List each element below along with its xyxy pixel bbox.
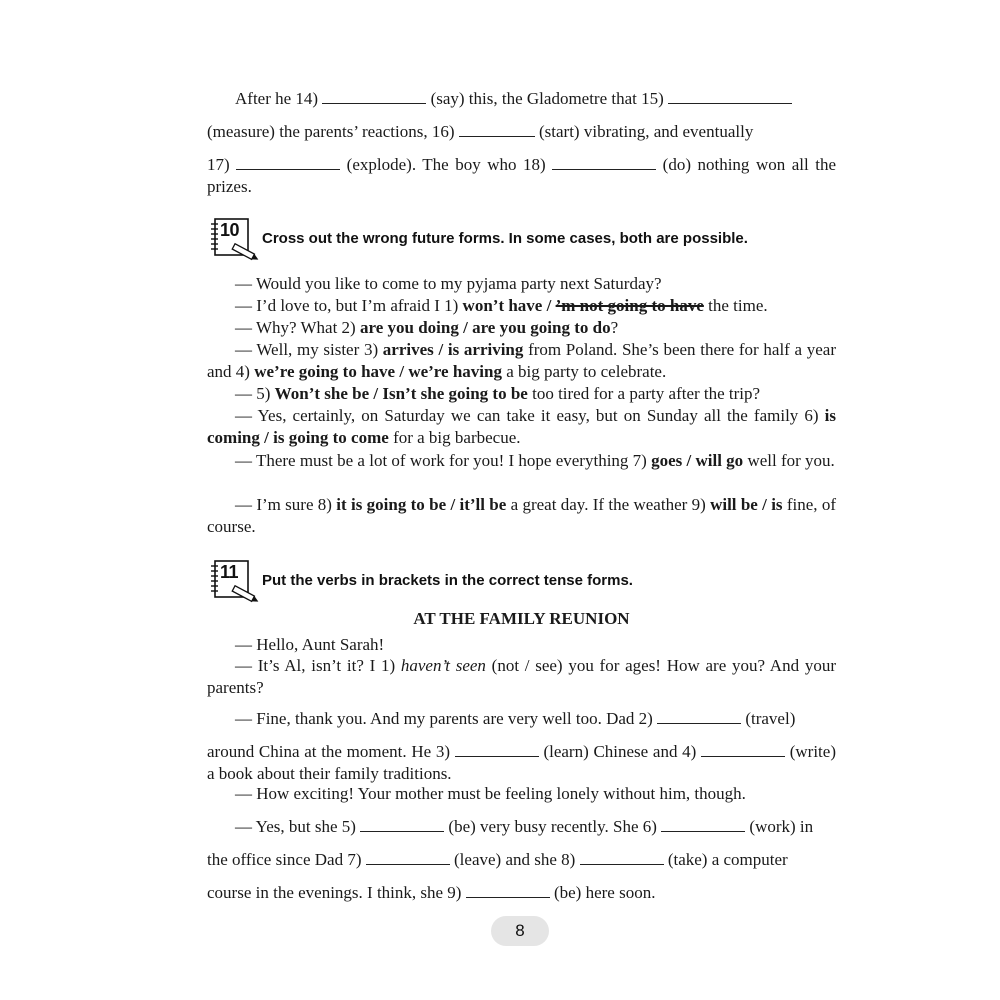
option-6a[interactable]: is coming	[207, 406, 836, 447]
option-7b[interactable]: will go	[695, 451, 744, 470]
ex10-line-2: — I’d love to, but I’m afraid I 1) won’t have / ’m not going to have the time.	[235, 296, 768, 315]
blank-7[interactable]	[366, 850, 450, 865]
option-2a[interactable]: are you doing	[359, 318, 459, 337]
option-3a[interactable]: arrives	[382, 340, 434, 359]
story-line-3: 17) (explode). The boy who 18) (do) nothing won all the prizes.	[207, 155, 836, 196]
ex11-line-1: — Hello, Aunt Sarah!	[235, 635, 385, 654]
exercise-number: 11	[220, 562, 239, 582]
blank-8[interactable]	[580, 850, 664, 865]
ex11-line-3: — Fine, thank you. And my parents are very well too. Dad 2) (travel)	[235, 709, 796, 728]
blank-14[interactable]	[322, 89, 426, 104]
option-9a[interactable]: will be	[710, 495, 758, 514]
option-5a[interactable]: Won’t she be	[274, 384, 370, 403]
ex10-line-7: — There must be a lot of work for you! I hope everything 7) goes / will go well for you.	[235, 451, 835, 470]
blank-2[interactable]	[657, 709, 741, 724]
ex10-line-4: — Well, my sister 3) arrives / is arriving from Poland. She’s been there for half a year and 4) we’re going to have / we’re having a big party to celebrate.	[207, 340, 836, 381]
ex10-line-3: — Why? What 2) are you doing / are you going to do?	[235, 318, 619, 337]
option-7a[interactable]: goes	[651, 451, 683, 470]
ex10-line-5: — 5) Won’t she be / Isn’t she going to be too tired for a party after the trip?	[235, 384, 761, 403]
option-4b[interactable]: we’re having	[408, 362, 502, 381]
exercise-instruction: Put the verbs in brackets in the correct tense forms.	[262, 572, 633, 589]
ex11-line-2: — It’s Al, isn’t it? I 1) haven’t seen (not / see) you for ages! How are you? And your parents?	[207, 656, 836, 697]
option-6b[interactable]: is going to come	[273, 428, 389, 447]
option-4a[interactable]: we’re going to have	[254, 362, 396, 381]
option-1a[interactable]: won’t have	[462, 296, 543, 315]
ex11-line-5: — How exciting! Your mother must be feeling lonely without him, though.	[235, 784, 746, 803]
ex11-line-8: course in the evenings. I think, she 9) (be) here soon.	[207, 883, 656, 902]
exercise-10-header	[208, 217, 848, 261]
option-5b[interactable]: Isn’t she going to be	[382, 384, 528, 403]
blank-18[interactable]	[552, 155, 656, 170]
option-8b[interactable]: it’ll be	[459, 495, 507, 514]
blank-5[interactable]	[360, 817, 444, 832]
option-1b-crossed[interactable]: ’m not going to have	[555, 296, 704, 315]
ex10-line-1: — Would you like to come to my pyjama party next Saturday?	[235, 274, 662, 293]
blank-17[interactable]	[236, 155, 340, 170]
exercise-11-header	[208, 559, 848, 603]
ex10-line-8: — I’m sure 8) it is going to be / it’ll be a great day. If the weather 9) will be / is fine, of course.	[207, 495, 837, 536]
exercise-number: 10	[220, 220, 240, 240]
ex10-line-6: — Yes, certainly, on Saturday we can take it easy, but on Sunday all the family 6) is coming / is going to come for a big barbecue.	[207, 406, 836, 447]
blank-9[interactable]	[466, 883, 550, 898]
option-3b[interactable]: is arriving	[447, 340, 524, 359]
blank-3[interactable]	[455, 742, 539, 757]
ex11-line-4: around China at the moment. He 3) (learn) Chinese and 4) (write) a book about their family traditions.	[207, 742, 836, 783]
story-line-1: After he 14) (say) this, the Gladometre that 15)	[207, 88, 836, 110]
option-8a[interactable]: it is going to be	[336, 495, 447, 514]
blank-15[interactable]	[668, 89, 792, 104]
page-number: 8	[491, 916, 549, 946]
dialogue-title: AT THE FAMILY REUNION	[413, 609, 630, 628]
ex11-line-6: — Yes, but she 5) (be) very busy recently. She 6) (work) in	[235, 817, 814, 836]
example-answer: haven’t seen	[400, 656, 486, 675]
story-line-2: (measure) the parents’ reactions, 16) (start) vibrating, and eventually	[207, 122, 754, 141]
ex11-line-7: the office since Dad 7) (leave) and she 8) (take) a computer	[207, 850, 788, 869]
exercise-instruction: Cross out the wrong future forms. In some cases, both are possible.	[262, 230, 748, 247]
option-2b[interactable]: are you going to do	[472, 318, 611, 337]
blank-4[interactable]	[701, 742, 785, 757]
option-9b[interactable]: is	[771, 495, 783, 514]
blank-16[interactable]	[459, 122, 535, 137]
blank-6[interactable]	[661, 817, 745, 832]
